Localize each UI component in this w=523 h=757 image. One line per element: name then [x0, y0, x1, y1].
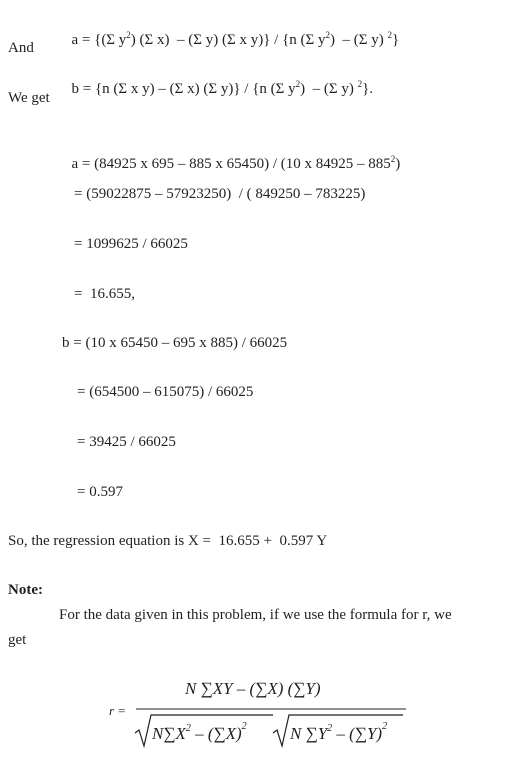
formula-a: a = {(Σ $y^2$) (Σ x) – (Σ y) (Σ x y)} / {n (Σ $y^2) - (\Sigma$ y) $^2$}: [71, 30, 400, 48]
calc-b-line-2: = (654500 – 615075) / 66025: [77, 384, 254, 400]
denom-right-exp-b: 2: [382, 721, 388, 732]
formula-lhs: r =: [109, 703, 127, 718]
and-label: And: [8, 40, 34, 56]
denom-left-a: N∑X: [152, 724, 186, 743]
denom-left-b: – (∑X): [190, 724, 242, 743]
formula-b: b = {n (Σ x y) – (Σ x) (Σ y)} / {n (Σ $y^2) - (\Sigma$ y) $^2$}.: [71, 79, 374, 97]
calc-b-line-4: = 0.597: [77, 484, 123, 500]
note-heading: Note:: [8, 582, 43, 598]
svg-text:N ∑Y2 – (∑Y)2: [289, 721, 387, 743]
note-text-line-1: For the data given in this problem, if we use the formula for r, we: [59, 607, 452, 623]
calc-b-line-3: = 39425 / 66025: [77, 434, 176, 450]
denom-right-a: N ∑Y: [290, 724, 328, 743]
calc-a-line-1: a = (84925 x 695 – 885 x 65450) / (10 x $84925 - 885^2$): [71, 154, 401, 172]
denom-left-exp-b: 2: [241, 721, 247, 732]
denom-right-exp-a: 2: [327, 723, 333, 734]
calc-a-line-2: = (59022875 – 57923250) / ( 849250 – 783225): [74, 186, 366, 202]
denom-left-exp-a: 2: [185, 723, 191, 734]
we-get-label: We get: [8, 90, 50, 106]
calc-a-line-4: = 16.655,: [74, 286, 135, 302]
calc-b-line-1: b = (10 x 65450 – 695 x 885) / 66025: [62, 335, 288, 351]
regression-conclusion: So, the regression equation is X = 16.655 + 0.597 Y: [8, 533, 328, 549]
svg-text:N∑X2 – (∑X)2: [151, 721, 247, 743]
denom-right-b: – (∑Y): [332, 724, 383, 743]
correlation-formula: [103, 653, 423, 753]
note-text-line-2: get: [8, 632, 27, 648]
calc-a-line-3: = 1099625 / 66025: [74, 236, 188, 252]
formula-numerator: N ∑XY – (∑X) (∑Y): [185, 679, 321, 698]
